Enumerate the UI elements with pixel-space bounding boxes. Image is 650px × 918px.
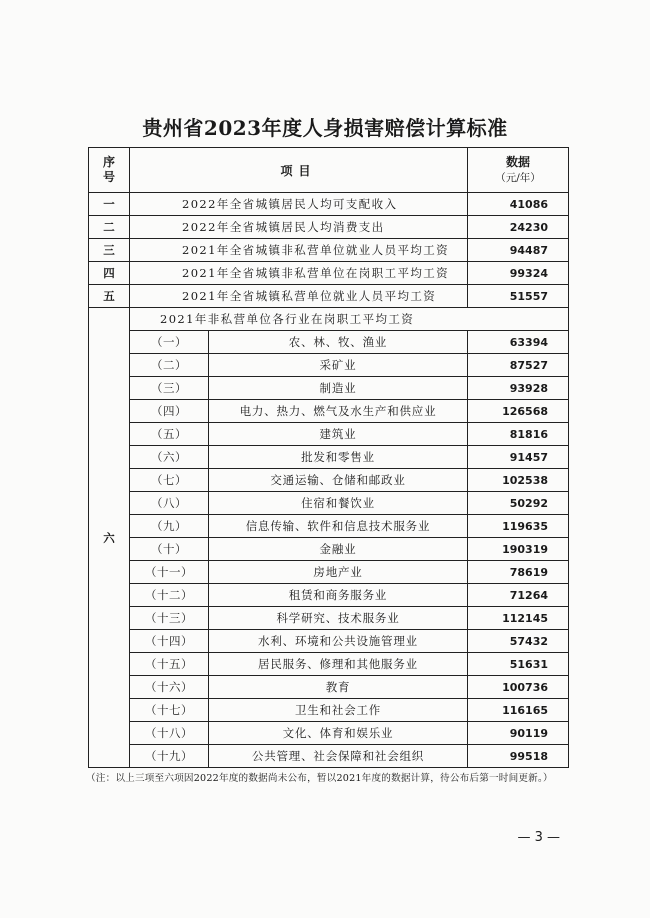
table-row: [89, 285, 569, 308]
industry-label: （六）: [130, 446, 209, 469]
table-row: [89, 377, 569, 400]
industry-name: 电力、热力、燃气及水生产和供应业: [209, 400, 468, 423]
table-row: [89, 400, 569, 423]
row-item-name: 2022年全省城镇居民人均可支配收入: [130, 193, 468, 216]
industry-label: （二）: [130, 354, 209, 377]
industry-name: 居民服务、修理和其他服务业: [209, 653, 468, 676]
industry-value: 57432: [468, 630, 569, 653]
table-row: [89, 561, 569, 584]
industry-name: 采矿业: [209, 354, 468, 377]
industry-label: （一）: [130, 331, 209, 354]
industry-name: 住宿和餐饮业: [209, 492, 468, 515]
footnote: （注：以上三项至六项因2022年度的数据尚未公布，暂以2021年度的数据计算，待公布后第一时间更新。）: [86, 773, 553, 784]
industry-name: 金融业: [209, 538, 468, 561]
industry-value: 112145: [468, 607, 569, 630]
table-row: [89, 216, 569, 239]
table-row: [89, 262, 569, 285]
industry-name: 批发和零售业: [209, 446, 468, 469]
seq-header: 序 号: [89, 148, 130, 193]
industry-name: 制造业: [209, 377, 468, 400]
industry-label: （十二）: [130, 584, 209, 607]
table-row: [89, 492, 569, 515]
industry-name: 水利、环境和公共设施管理业: [209, 630, 468, 653]
table-row: [89, 193, 569, 216]
industry-name: 建筑业: [209, 423, 468, 446]
page-number: — 3 —: [517, 830, 560, 845]
table-row: [89, 722, 569, 745]
industry-value: 190319: [468, 538, 569, 561]
section-six-heading-row: [89, 308, 569, 331]
industry-value: 81816: [468, 423, 569, 446]
row-value: 41086: [468, 193, 569, 216]
industry-name: 教育: [209, 676, 468, 699]
industry-value: 126568: [468, 400, 569, 423]
table-row: [89, 446, 569, 469]
industry-value: 87527: [468, 354, 569, 377]
industry-label: （十一）: [130, 561, 209, 584]
section-six-seq: 六: [89, 308, 130, 768]
row-value: 94487: [468, 239, 569, 262]
industry-value: 90119: [468, 722, 569, 745]
table-row: [89, 331, 569, 354]
industry-value: 116165: [468, 699, 569, 722]
table-row: [89, 515, 569, 538]
industry-value: 102538: [468, 469, 569, 492]
table-row: [89, 630, 569, 653]
industry-value: 51631: [468, 653, 569, 676]
table-row: [89, 423, 569, 446]
industry-label: （十九）: [130, 745, 209, 768]
industry-value: 63394: [468, 331, 569, 354]
table-row: [89, 745, 569, 768]
section-six-heading: 2021年非私营单位各行业在岗职工平均工资: [130, 308, 569, 331]
industry-label: （八）: [130, 492, 209, 515]
table-header-row: [89, 148, 569, 193]
value-header: 数据 （元/年）: [468, 148, 569, 193]
industry-label: （十三）: [130, 607, 209, 630]
industry-name: 信息传输、软件和信息技术服务业: [209, 515, 468, 538]
industry-value: 50292: [468, 492, 569, 515]
row-value: 51557: [468, 285, 569, 308]
table-row: [89, 699, 569, 722]
industry-label: （五）: [130, 423, 209, 446]
industry-value: 93928: [468, 377, 569, 400]
row-item-name: 2021年全省城镇非私营单位在岗职工平均工资: [130, 262, 468, 285]
industry-value: 78619: [468, 561, 569, 584]
compensation-standards-table: [88, 147, 569, 768]
industry-label: （九）: [130, 515, 209, 538]
industry-label: （三）: [130, 377, 209, 400]
table-row: [89, 676, 569, 699]
table-row: [89, 239, 569, 262]
table-row: [89, 538, 569, 561]
industry-name: 科学研究、技术服务业: [209, 607, 468, 630]
industry-name: 卫生和社会工作: [209, 699, 468, 722]
industry-value: 100736: [468, 676, 569, 699]
industry-label: （十）: [130, 538, 209, 561]
industry-name: 交通运输、仓储和邮政业: [209, 469, 468, 492]
industry-name: 房地产业: [209, 561, 468, 584]
industry-name: 租赁和商务服务业: [209, 584, 468, 607]
row-seq: 三: [89, 239, 130, 262]
industry-value: 71264: [468, 584, 569, 607]
table-row: [89, 584, 569, 607]
row-item-name: 2021年全省城镇非私营单位就业人员平均工资: [130, 239, 468, 262]
row-item-name: 2022年全省城镇居民人均消费支出: [130, 216, 468, 239]
industry-name: 文化、体育和娱乐业: [209, 722, 468, 745]
table-row: [89, 354, 569, 377]
industry-label: （十七）: [130, 699, 209, 722]
industry-label: （十八）: [130, 722, 209, 745]
row-value: 24230: [468, 216, 569, 239]
industry-label: （四）: [130, 400, 209, 423]
industry-label: （七）: [130, 469, 209, 492]
table-row: [89, 653, 569, 676]
industry-value: 119635: [468, 515, 569, 538]
table-row: [89, 469, 569, 492]
industry-value: 91457: [468, 446, 569, 469]
document-title: 贵州省2023年度人身损害赔偿计算标准: [142, 116, 508, 140]
table-row: [89, 607, 569, 630]
row-seq: 五: [89, 285, 130, 308]
row-seq: 四: [89, 262, 130, 285]
industry-name: 公共管理、社会保障和社会组织: [209, 745, 468, 768]
row-seq: 一: [89, 193, 130, 216]
industry-name: 农、林、牧、渔业: [209, 331, 468, 354]
row-seq: 二: [89, 216, 130, 239]
industry-value: 99518: [468, 745, 569, 768]
item-header: 项目: [130, 148, 468, 193]
industry-label: （十四）: [130, 630, 209, 653]
row-item-name: 2021年全省城镇私营单位就业人员平均工资: [130, 285, 468, 308]
industry-label: （十六）: [130, 676, 209, 699]
industry-label: （十五）: [130, 653, 209, 676]
row-value: 99324: [468, 262, 569, 285]
